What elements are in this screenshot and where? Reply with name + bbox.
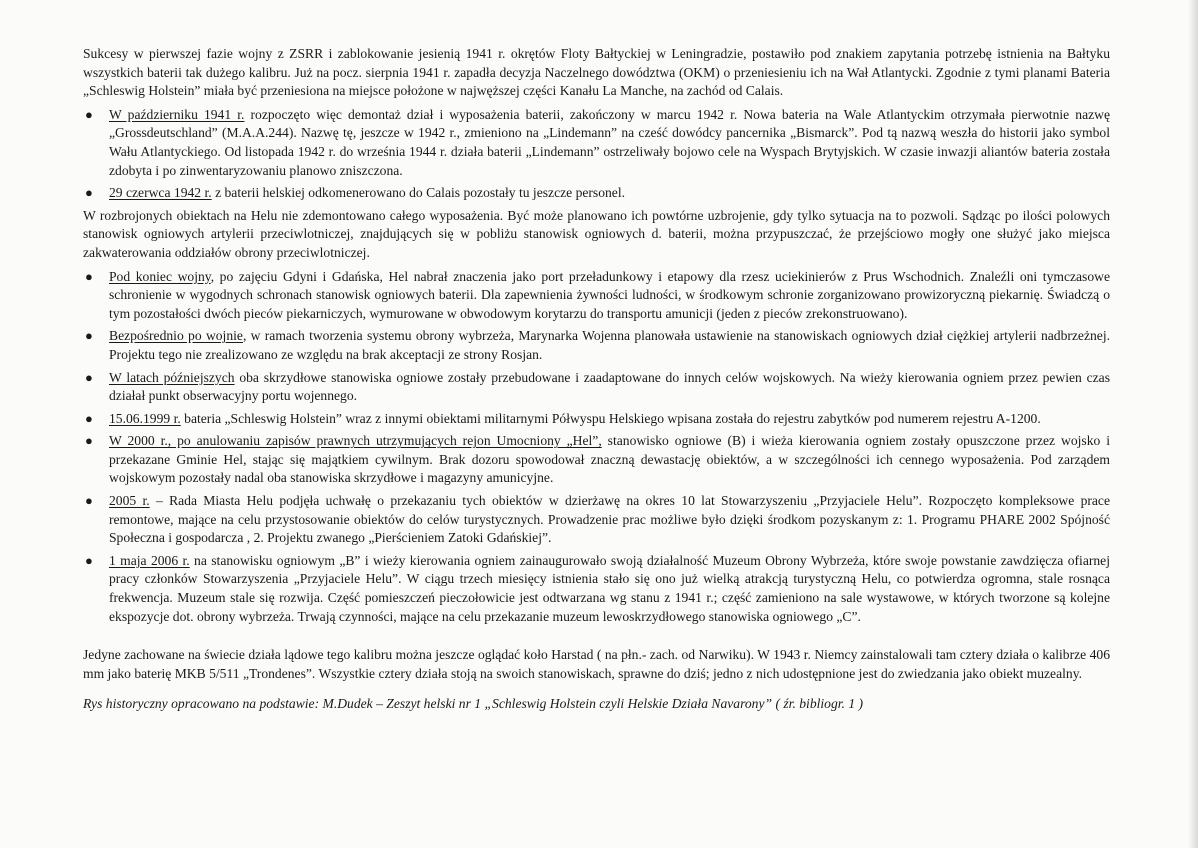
note-paragraph: W rozbrojonych obiektach na Helu nie zdemontowano całego wyposażenia. Być może planowano ich powtórne uzbrojenie, gdy tylko sytuacja na to pozwoli. Sądząc po ilości polowych stanowisk ogniowych artylerii przeciwlotniczej, znajdujących się w pobliżu stanowisk ogniowych d. baterii, można przypuszczać, że przejściowo mogły one służyć jako miejsca zakwaterowania oddziałów obrony przeciwlotniczej. [83,207,1110,260]
events-list-1 [83,106,1110,203]
bullet-icon: ● [85,493,93,509]
event-text: na stanowisku ogniowym „B” i wieży kierowania ogniem zainaugurowało swoją działalność Muzeum Obrony Wybrzeża, które swoje powstanie zawdzięcza ofiarnej pracy członków Stowarzyszenia „Przyjaciele Helu”. W ciągu trzech miesięcy istnienia stało się ono już wielką atrakcją turystyczną Helu, co potwierdza ogromna, stale rosnąca frekwencja. Muzeum stale się rozwija. Część pomieszczeń pieczołowicie jest odtwarzana wg stanu z 1941 r.; część zamieniono na sale wystawowe, w których tworzone są kolejne ekspozycje dot. obrony wybrzeża. Trwają czynności, mające na celu przekazanie muzeum lewoskrzydłowego stanowiska ogniowego „C”. [109,552,1110,624]
bullet-icon: ● [85,433,93,449]
events-list-2 [83,268,1110,627]
event-text: z baterii helskiej odkomenerowano do Calais pozostały tu jeszcze personel. [211,185,626,201]
event-text: rozpoczęto więc demontaż dział i wyposażenia baterii, zakończony w marcu 1942 r. Nowa bateria na Wale Atlantyckim otrzymała pierwotnie nazwę „Grossdeutschland” (M.A.A.244). Nazwę tę, jeszcze w 1942 r., zmieniono na „Lindemann” na cześć dowódcy pancernika „Bismarck”. Pod tą nazwą weszła do historii jako symbol Wału Atlantyckiego. Od listopada 1942 r. do września 1944 r. działa baterii „Lindemann” ostrzeliwały bojowo cele na Wyspach Brytyjskich. W czasie inwazji aliantów bateria została zdobyta i po zinwentaryzowaniu planowo zniszczona. [109,106,1110,178]
list-item [83,184,1110,203]
intro-paragraph: Sukcesy w pierwszej fazie wojny z ZSRR i zablokowanie jesienią 1941 r. okrętów Floty Bałtyckiej w Leningradzie, postawiło pod znakiem zapytania potrzebę istnienia na Bałtyku wszystkich baterii tak dużego kalibru. Już na pocz. sierpnia 1941 r. zapadła decyzja Naczelnego dowództwa (OKM) o przeniesieniu ich na Wał Atlantycki. Zgodnie z tymi planami Bateria „Schleswig Holstein” miała być przeniesiona na miejsce położone w najwęższej części Kanału La Manche, na zachód od Calais. [83,46,1110,99]
source-note: Rys historyczny opracowano na podstawie: M.Dudek – Zeszyt helski nr 1 „Schleswig Holstein czyli Helskie Działa Navarony” ( źr. bibliogr. 1 ) [83,696,864,712]
event-date: W 2000 r., po anulowaniu zapisów prawnych utrzymujących rejon Umocniony „Hel”, [109,433,602,449]
event-text: bateria „Schleswig Holstein” wraz z innymi obiektami militarnymi Półwyspu Helskiego wpisana została do rejestru zabytków pod numerem rejestru A-1200. [180,410,1041,426]
event-date: 29 czerwca 1942 r. [109,185,212,201]
bullet-icon: ● [85,328,93,344]
list-item [83,432,1110,488]
event-date: W latach późniejszych [109,369,235,385]
event-date: 2005 r. [109,493,150,509]
event-text: stanowisko ogniowe (B) i wieża kierowania ogniem zostały opuszczone przez wojsko i przekazane Gminie Hel, stając się majątkiem cywilnym. Brak dozoru spowodował znaczną dewastację obiektów, a w szczególności ich cennego wyposażenia. Pod zarządem wojskowym pozostały nadal oba stanowiska skrzydłowe i magazyny amunicyjne. [109,433,1110,486]
event-text: – Rada Miasta Helu podjęła uchwałę o przekazaniu tych obiektów w dzierżawę na okres 10 lat Stowarzyszeniu „Przyjaciele Helu”. Rozpoczęto kompleksowe prace remontowe, mające na celu przystosowanie obiektów do celów turystycznych. Prowadzenie prac możliwe było dzięki środkom pozyskanym z: 1. Programu PHARE 2002 Spójność Społeczna i gospodarcza , 2. Projektu zwanego „Pierścieniem Zatoki Gdańskiej”. [109,493,1110,546]
list-item [83,369,1110,406]
bullet-icon: ● [85,552,93,568]
event-text: , po zajęciu Gdyni i Gdańska, Hel nabrał znaczenia jako port przeładunkowy i etapowy dla rzesz uciekinierów z Prus Wschodnich. Znaleźli oni tymczasowe schronienie w wygodnych schronach stanowisk ogniowych baterii. Dla zapewnienia żywności ludności, w środkowym schronie zorganizowano prowizoryczną piekarnię. Świadczą o tym pozostałości dwóch pieców piekarniczych, wymurowane w obwodowym korytarzu do transportu amunicji (jeden z pieców zrekonstruowano). [109,268,1110,321]
list-item [83,410,1110,429]
event-date: 1 maja 2006 r. [109,552,190,568]
bullet-icon: ● [85,410,93,426]
event-date: 15.06.1999 r. [109,410,181,426]
bullet-icon: ● [85,268,93,284]
list-item [83,106,1110,180]
bullet-icon: ● [85,106,93,122]
spacer [83,630,1110,646]
bullet-icon: ● [85,369,93,385]
event-date: W październiku 1941 r. [109,106,245,122]
list-item [83,552,1110,626]
list-item [83,268,1110,324]
outro-paragraph: Jedyne zachowane na świecie działa lądowe tego kalibru można jeszcze oglądać koło Harstad ( na płn.- zach. od Narwiku). W 1943 r. Niemcy zainstalowali tam cztery działa o kalibrze 406 mm jako baterię MKB 5/511 „Trondenes”. Wszystkie cztery działa stoją na swoich stanowiskach, sprawne do dziś; jedno z nich udostępnione jest do zwiedzania jako obiekt muzealny. [83,647,1110,681]
bullet-icon: ● [85,185,93,201]
event-text: oba skrzydłowe stanowiska ogniowe zostały przebudowane i zaadaptowane do innych celów wojskowych. Na wieży kierowania ogniem przez pewien czas działał punkt obserwacyjny portu wojennego. [109,369,1110,404]
page-edge-shadow [1188,0,1198,848]
event-date: Bezpośrednio po wojnie [109,328,243,344]
list-item [83,492,1110,548]
event-text: , w ramach tworzenia systemu obrony wybrzeża, Marynarka Wojenna planowała ustawienie na stanowiskach ogniowych dział ciężkiej artylerii nadbrzeżnej. Projektu tego nie zrealizowano ze względu na brak akceptacji ze strony Rosjan. [109,328,1111,362]
event-date: Pod koniec wojny [109,268,211,284]
list-item [83,327,1110,364]
